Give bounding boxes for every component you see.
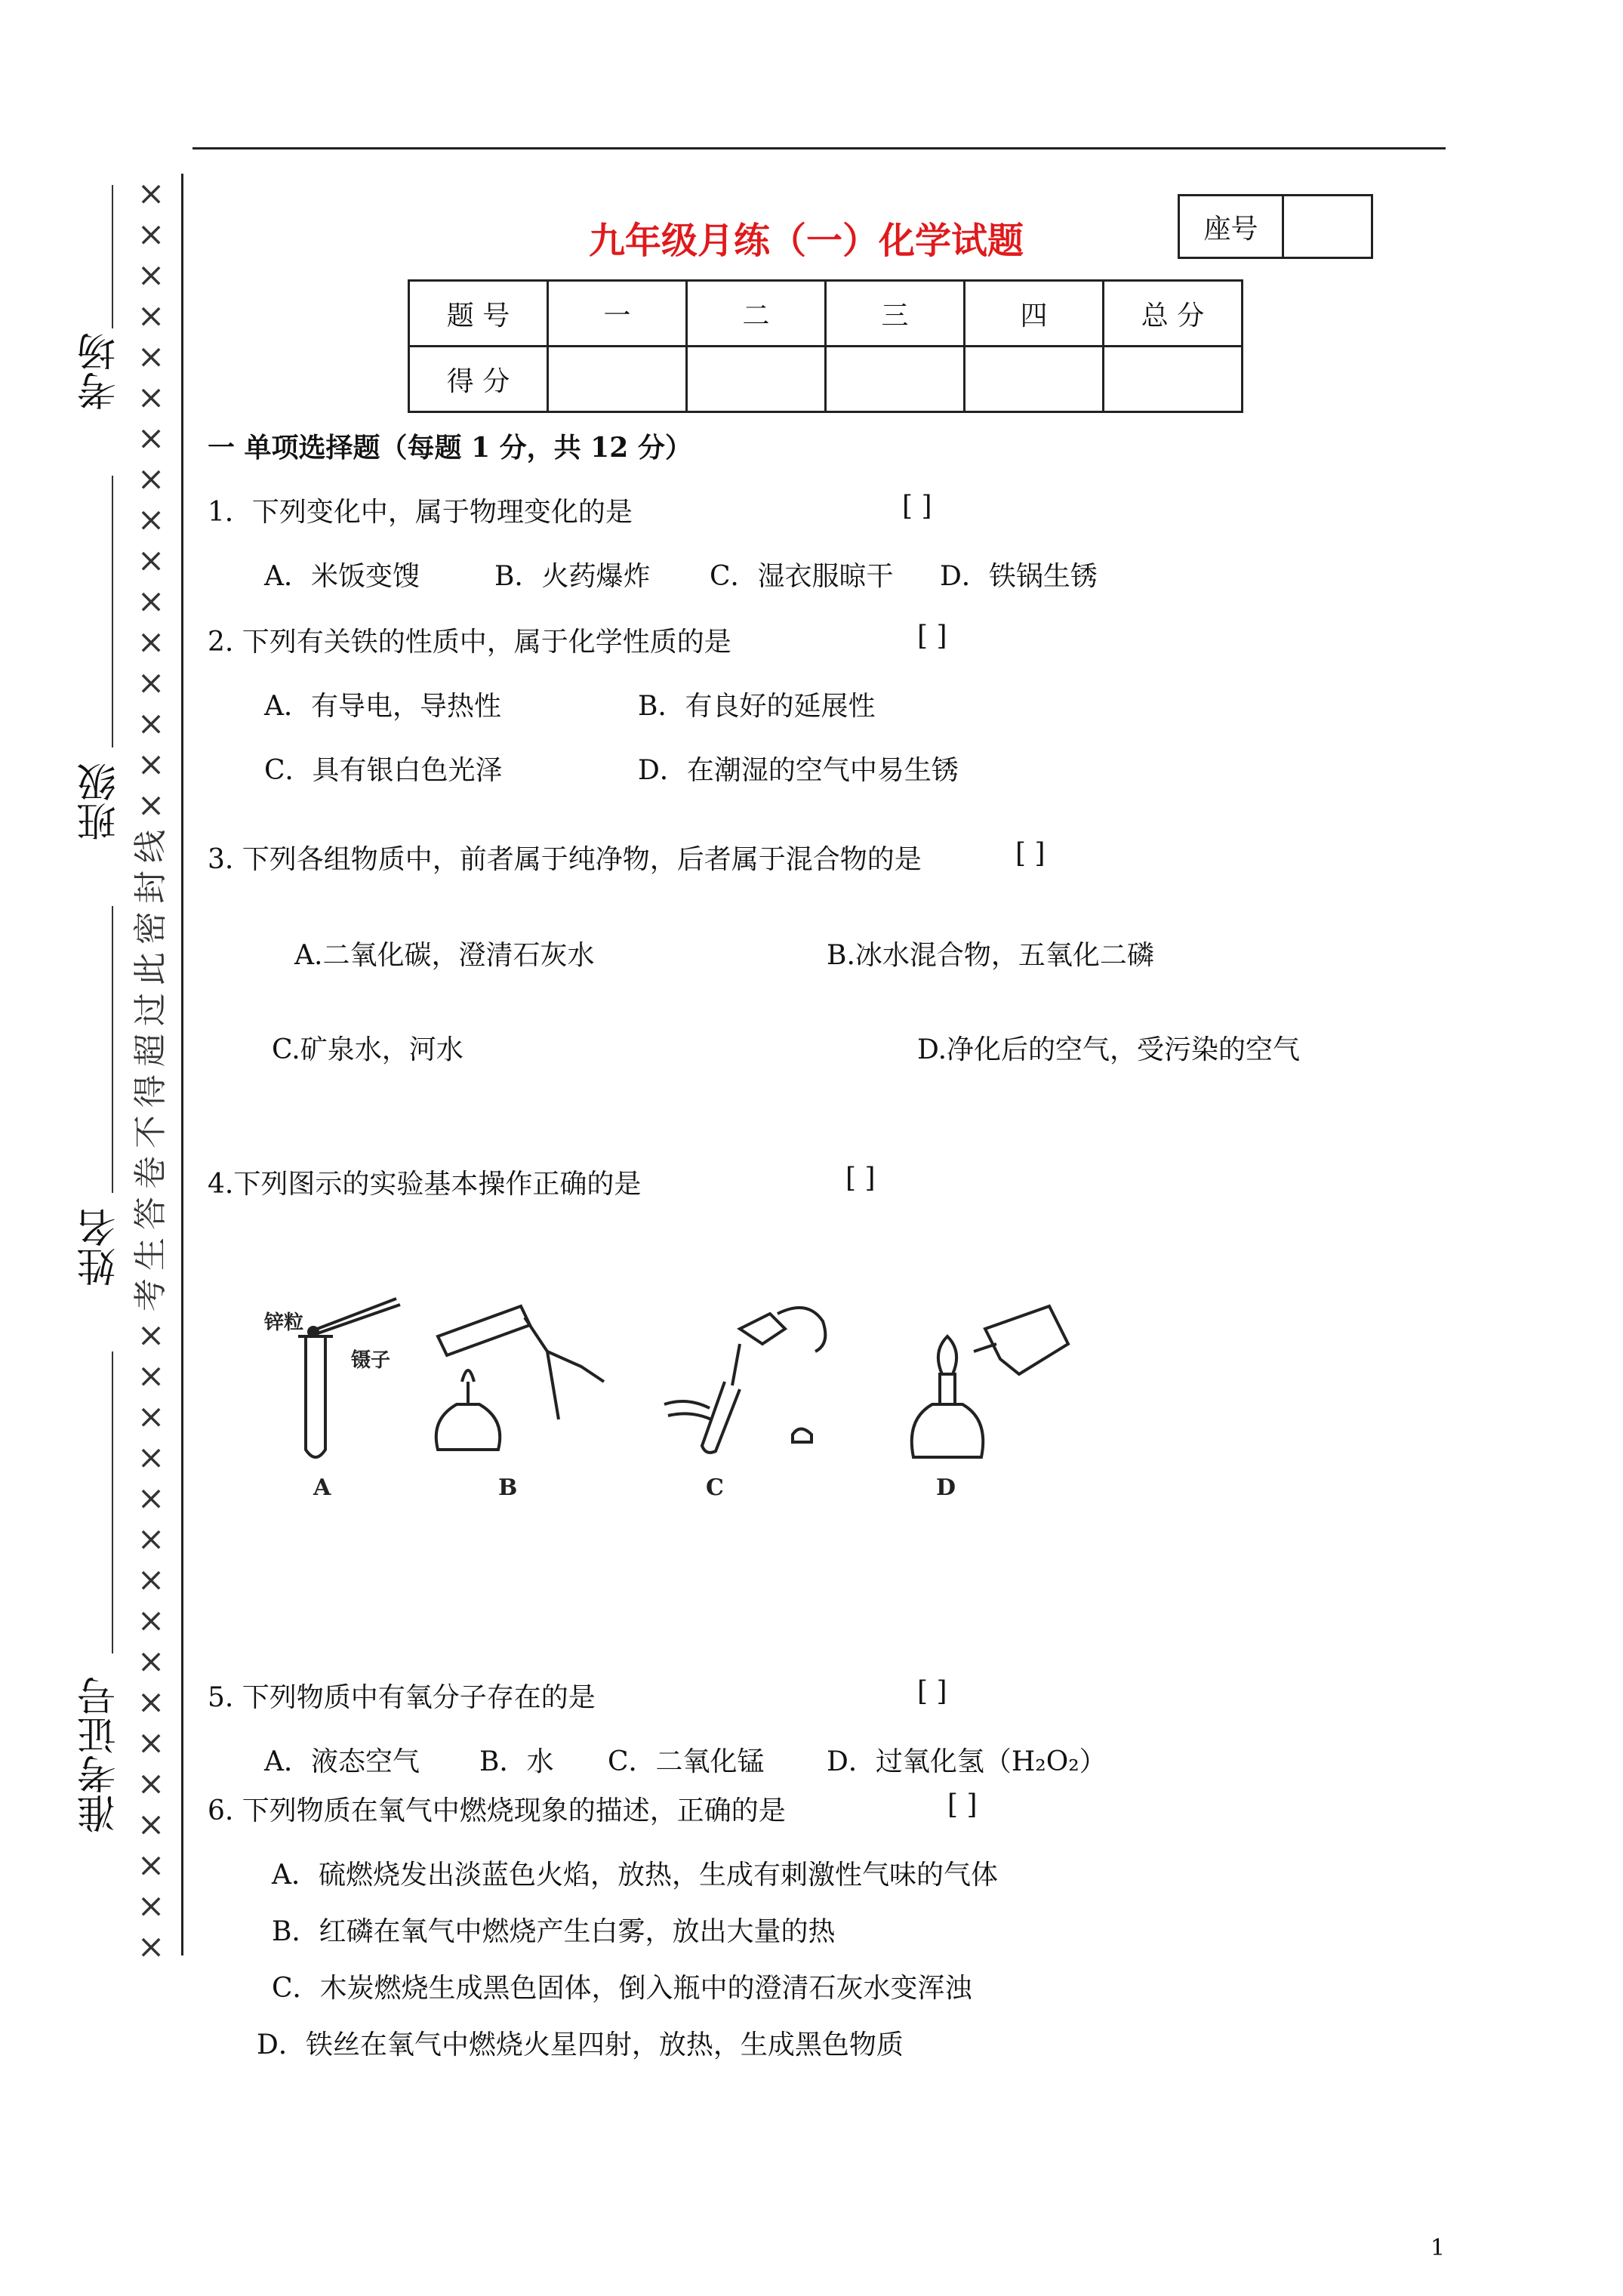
exam-room-label: 考场	[78, 332, 123, 411]
fig-c-pouring	[664, 1308, 825, 1453]
seal-x-mark: ×	[137, 745, 165, 784]
q5-answer-bracket[interactable]: [ ]	[917, 1676, 947, 1707]
seal-x-mark: ×	[137, 501, 165, 539]
fig-label-b: B	[498, 1475, 518, 1501]
exam-id-label-wrap	[72, 1676, 128, 1833]
seal-x-mark: ×	[137, 1479, 165, 1518]
fig-label-tweezers: 镊子	[351, 1349, 391, 1372]
q2-stem: 2. 下列有关铁的性质中，属于化学性质的是	[208, 627, 731, 658]
score-col-1: 一	[548, 281, 687, 347]
seal-x-mark: ×	[137, 256, 165, 294]
seal-text-char: 密	[131, 911, 170, 945]
section-heading: 一 单项选择题（每题 1 分，共 12 分）	[208, 432, 692, 464]
seal-x-mark: ×	[137, 1724, 165, 1762]
q4-lab-figure	[249, 1284, 1087, 1502]
score-header-row	[409, 281, 1243, 347]
q3-option-c: C.矿泉水，河水	[272, 1034, 463, 1065]
q1-option-b: B．火药爆炸	[494, 561, 651, 592]
page-title: 九年级月练（一）化学试题	[589, 220, 1024, 262]
seal-x-mark: ×	[137, 1561, 165, 1599]
class-label: 班级	[78, 763, 123, 841]
exam-id-line	[112, 1351, 113, 1653]
seal-x-mark: ×	[137, 623, 165, 661]
exam-room-line	[112, 185, 113, 328]
page-number: 1	[1431, 2235, 1446, 2261]
seal-x-mark: ×	[137, 704, 165, 743]
name-label: 姓名	[78, 1208, 123, 1287]
exam-room-label-wrap	[72, 332, 128, 411]
seal-text-char: 答	[131, 1197, 170, 1230]
seal-x-mark: ×	[137, 1846, 165, 1885]
q4-stem: 4.下列图示的实验基本操作正确的是	[208, 1169, 642, 1200]
fig-d-lamps	[912, 1306, 1068, 1457]
q3-option-a: A.二氧化碳，澄清石灰水	[294, 940, 595, 971]
score-col-title: 题 号	[409, 281, 548, 347]
score-value-row	[409, 347, 1243, 412]
seal-text-char: 不	[131, 1115, 170, 1148]
fig-label-d: D	[936, 1475, 956, 1501]
q1-option-a: A．米饭变馊	[264, 561, 420, 592]
seal-x-mark: ×	[137, 1928, 165, 1966]
q3-stem: 3. 下列各组物质中，前者属于纯净物，后者属于混合物的是	[208, 844, 922, 875]
seal-x-mark: ×	[137, 215, 165, 254]
fig-a-test-tube	[298, 1299, 400, 1457]
score-table	[408, 279, 1243, 413]
seal-x-mark: ×	[137, 460, 165, 498]
seat-number-box	[1178, 194, 1373, 259]
q5-option-d: D．过氧化氢（H₂O₂）	[827, 1746, 1107, 1777]
seal-x-mark: ×	[137, 1683, 165, 1721]
seal-x-mark: ×	[137, 378, 165, 417]
seal-x-mark: ×	[137, 1316, 165, 1354]
q5-stem: 5. 下列物质中有氧分子存在的是	[208, 1682, 596, 1713]
q1-option-d: D．铁锅生锈	[940, 561, 1098, 592]
seal-x-mark: ×	[137, 1887, 165, 1925]
q2-answer-bracket[interactable]: [ ]	[917, 621, 947, 652]
q3-option-b: B.冰水混合物，五氧化二磷	[827, 940, 1154, 971]
q6-stem: 6. 下列物质在氧气中燃烧现象的描述，正确的是	[208, 1795, 786, 1826]
q6-option-b: B．红磷在氧气中燃烧产生白雾，放出大量的热	[272, 1916, 836, 1947]
seal-text-char: 考	[131, 1278, 170, 1311]
exam-id-label: 准考证号	[78, 1676, 123, 1833]
seal-text-char: 此	[131, 952, 170, 985]
q5-option-c: C．二氧化锰	[608, 1746, 765, 1777]
q1-answer-bracket[interactable]: [ ]	[902, 491, 932, 522]
class-label-wrap	[72, 763, 128, 841]
seal-text-char: 封	[131, 871, 170, 904]
seal-text-char: 线	[131, 830, 170, 863]
q6-option-d: D．铁丝在氧气中燃烧火星四射，放热，生成黑色物质	[257, 2029, 904, 2060]
seal-text-char: 卷	[131, 1156, 170, 1189]
seal-x-mark: ×	[137, 1601, 165, 1640]
seal-x-mark: ×	[137, 541, 165, 580]
seal-x-mark: ×	[137, 1805, 165, 1844]
seal-x-mark: ×	[137, 1764, 165, 1803]
seal-text-char: 超	[131, 1034, 170, 1067]
name-line	[112, 906, 113, 1193]
score-col-total: 总 分	[1104, 281, 1243, 347]
seat-label: 座号	[1180, 196, 1284, 257]
q4-answer-bracket[interactable]: [ ]	[845, 1163, 876, 1194]
score-cell[interactable]	[687, 347, 826, 412]
q5-option-a: A．液态空气	[264, 1746, 420, 1777]
score-cell[interactable]	[826, 347, 965, 412]
seal-x-mark: ×	[137, 1520, 165, 1558]
score-cell[interactable]	[1104, 347, 1243, 412]
q6-option-a: A．硫燃烧发出淡蓝色火焰，放热，生成有刺激性气味的气体	[272, 1860, 998, 1891]
q2-option-c: C．具有银白色光泽	[264, 755, 503, 786]
q5-option-b: B．水	[479, 1746, 554, 1777]
top-rule	[192, 147, 1446, 149]
score-col-3: 三	[826, 281, 965, 347]
score-cell[interactable]	[965, 347, 1104, 412]
seal-x-mark: ×	[137, 174, 165, 213]
fig-label-a: A	[313, 1475, 331, 1501]
seal-x-mark: ×	[137, 1438, 165, 1477]
seal-line	[181, 174, 183, 1955]
score-cell[interactable]	[548, 347, 687, 412]
q2-option-d: D．在潮湿的空气中易生锈	[638, 755, 959, 786]
seal-x-mark: ×	[137, 337, 165, 376]
seal-x-mark: ×	[137, 582, 165, 621]
q3-answer-bracket[interactable]: [ ]	[1015, 838, 1046, 869]
score-col-4: 四	[965, 281, 1104, 347]
q3-option-d: D.净化后的空气，受污染的空气	[917, 1034, 1301, 1065]
seal-column	[131, 174, 170, 1966]
seal-x-mark: ×	[137, 786, 165, 824]
fig-b-heating	[436, 1306, 604, 1450]
q2-option-a: A．有导电，导热性	[264, 691, 501, 722]
fig-label-c: C	[706, 1475, 724, 1501]
seal-x-mark: ×	[137, 419, 165, 458]
name-label-wrap	[72, 1208, 128, 1287]
class-line	[112, 476, 113, 747]
seal-x-mark: ×	[137, 297, 165, 335]
seal-text-char: 过	[131, 993, 170, 1026]
seal-x-mark: ×	[137, 1398, 165, 1436]
q1-stem: 1．下列变化中，属于物理变化的是	[208, 497, 633, 528]
q2-option-b: B．有良好的延展性	[638, 691, 876, 722]
q6-option-c: C．木炭燃烧生成黑色固体，倒入瓶中的澄清石灰水变浑浊	[272, 1973, 972, 2004]
seal-x-mark: ×	[137, 664, 165, 702]
seat-blank[interactable]	[1284, 196, 1371, 257]
seal-x-mark: ×	[137, 1357, 165, 1395]
q6-answer-bracket[interactable]: [ ]	[947, 1789, 978, 1820]
q1-option-c: C．湿衣服晾干	[710, 561, 894, 592]
seal-text-char: 得	[131, 1074, 170, 1108]
score-col-2: 二	[687, 281, 826, 347]
fig-label-zinc: 锌粒	[264, 1311, 304, 1334]
seal-x-mark: ×	[137, 1642, 165, 1681]
seal-text-char: 生	[131, 1237, 170, 1271]
score-row-label: 得 分	[409, 347, 548, 412]
